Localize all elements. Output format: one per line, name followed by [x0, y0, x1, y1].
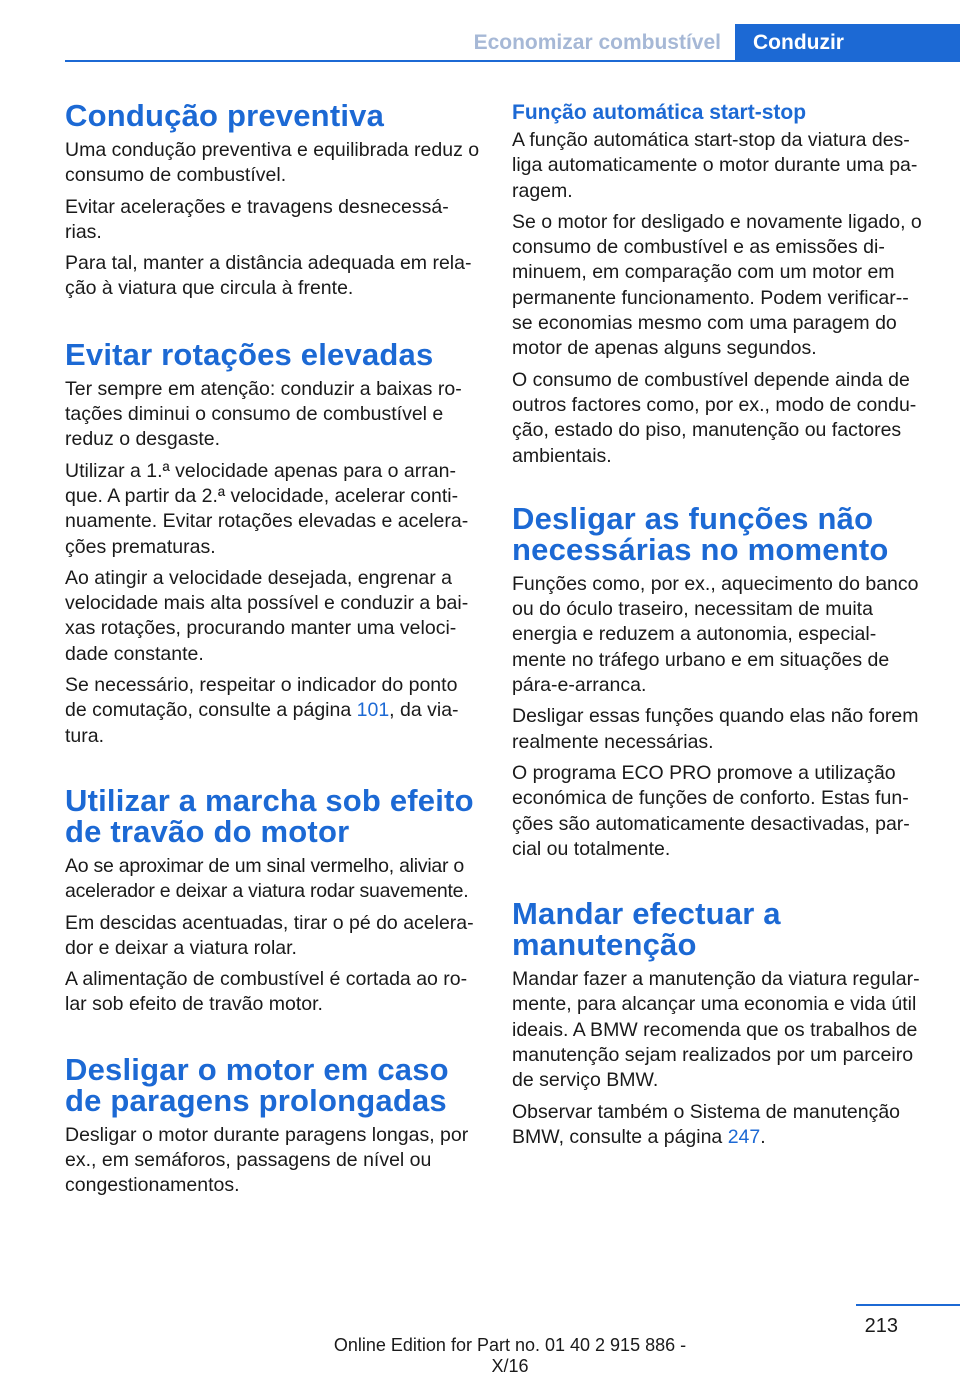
paragraph: Ao se aproximar de um sinal vermelho, aliviar o acelerador e deixar a viatura rodar suavemente. — [65, 854, 469, 903]
section-manutencao — [512, 898, 927, 1150]
edition-footer: Online Edition for Part no. 01 40 2 915 886 - X/16 — [333, 1335, 687, 1376]
ref-text-before: Se necessário, respeitar o indicador do ponto de comutação, consulte a página — [65, 674, 458, 722]
section-heading: Evitar rotações elevadas — [65, 336, 434, 372]
section-heading: Condução preventiva — [65, 98, 385, 133]
section-heading: Mandar efectuar a manutenção — [512, 896, 781, 963]
paragraph-with-reference — [512, 1100, 927, 1151]
header-rule — [65, 60, 960, 62]
ref-text-before: Observar também o Sistema de manutenção BMW, consulte a página — [512, 1100, 901, 1148]
paragraph: Em descidas acentuadas, tirar o pé do acelera-dor e deixar a viatura rolar. — [65, 911, 474, 959]
ref-text-after: , da via-tura. — [65, 699, 459, 747]
section-start-stop — [512, 100, 927, 469]
paragraph: Desligar o motor durante paragens longas, por ex., em semáforos, passagens de nível ou congestionamentos. — [65, 1123, 469, 1197]
header-section-title: Economizar combustível — [467, 24, 735, 62]
page-header — [467, 24, 960, 62]
page-number: 213 — [864, 1315, 898, 1337]
page-reference-link[interactable]: 101 — [356, 699, 390, 722]
section-heading: Desligar as funções não necessárias no momento — [512, 500, 889, 567]
footer-rule — [856, 1304, 960, 1306]
ref-text-after: . — [760, 1125, 766, 1148]
section-desligar-funcoes — [512, 500, 927, 862]
header-chapter-tab: Conduzir — [735, 24, 960, 62]
section-conducao-preventiva — [65, 100, 480, 302]
paragraph: Uma condução preventiva e equilibrada reduz o consumo de combustível. — [65, 139, 480, 187]
right-column — [512, 100, 927, 1186]
section-desligar-motor — [65, 1051, 480, 1199]
paragraph: A alimentação de combustível é cortada ao ro-lar sob efeito de travão motor. — [65, 968, 468, 1016]
paragraph: O consumo de combustível depende ainda de outros factores como, por ex., modo de condu-ção, estado do piso, manutenção ou factores ambientais. — [512, 368, 917, 467]
subsection-heading: Função automática start-stop — [512, 101, 807, 124]
section-heading: Utilizar a marcha sob efeito de travão do motor — [65, 782, 474, 849]
paragraph: Evitar acelerações e travagens desnecessá-rias. — [65, 195, 449, 243]
section-evitar-rotacoes — [65, 336, 480, 749]
paragraph: O programa ECO PRO promove a utilização económica de funções de conforto. Estas fun-ções são automaticamente desactivadas, par-cial ou totalmente. — [512, 761, 910, 860]
page-reference-link[interactable]: 247 — [727, 1125, 761, 1148]
paragraph: Ter sempre em atenção: conduzir a baixas ro-tações diminui o consumo de combustível e reduz o desgaste. — [65, 377, 462, 451]
section-heading: Desligar o motor em caso de paragens prolongadas — [65, 1051, 449, 1118]
paragraph-with-reference — [65, 673, 480, 749]
paragraph: Funções como, por ex., aquecimento do banco ou do óculo traseiro, necessitam de muita energia e reduzem a autonomia, especial-mente no tráfego urbano e em situações de pára-e-arranca. — [512, 572, 919, 697]
paragraph: Para tal, manter a distância adequada em rela-ção à viatura que circula à frente. — [65, 252, 472, 300]
paragraph: Mandar fazer a manutenção da viatura regular-mente, para alcançar uma economia e vida útil ideais. A BMW recomenda que os trabalhos de manutenção sejam realizados por um parceiro de serviço BMW. — [512, 968, 920, 1092]
paragraph: A função automática start-stop da viatura des-liga automaticamente o motor durante uma pa-ragem. — [512, 129, 918, 202]
paragraph: Se o motor for desligado e novamente ligado, o consumo de combustível e as emissões di-minuem, em comparação com um motor em permanente funcionamento. Podem verificar--se economias mesmo com uma paragem do motor de apenas alguns segundos. — [512, 210, 922, 360]
left-column — [65, 100, 480, 1235]
section-marcha-travao-motor — [65, 782, 480, 1018]
paragraph: Ao atingir a velocidade desejada, engrenar a velocidade mais alta possível e conduzir a bai-xas rotações, procurando manter uma veloci-dade constante. — [65, 566, 469, 665]
paragraph: Desligar essas funções quando elas não forem realmente necessárias. — [512, 705, 919, 753]
paragraph: Utilizar a 1.ª velocidade apenas para o arran-que. A partir da 2.ª velocidade, acelerar conti-nuamente. Evitar rotações elevadas e acelera-ções prematuras. — [65, 459, 469, 558]
